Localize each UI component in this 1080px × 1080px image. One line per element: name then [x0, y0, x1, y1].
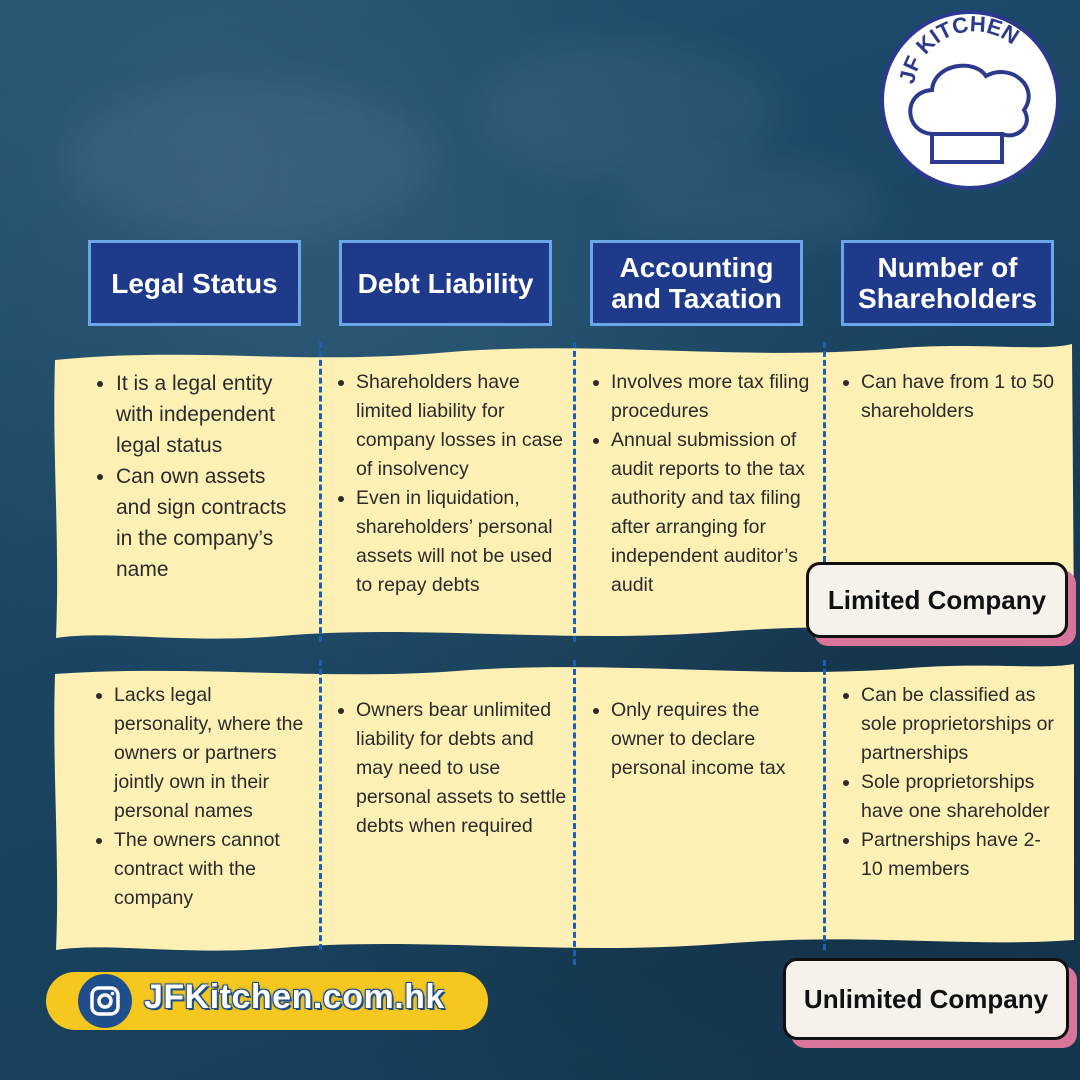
- unlimited-accounting-cell: [585, 696, 817, 783]
- unlimited-company-label: Unlimited Company: [783, 958, 1069, 1040]
- header-legal-status: Legal Status: [88, 240, 301, 326]
- limited-shareholders-cell: [835, 368, 1055, 426]
- list-item: • It is a legal entity with independent legal status: [116, 368, 302, 461]
- unlimited-shareholders-cell: [835, 681, 1057, 884]
- website-link[interactable]: [46, 972, 488, 1030]
- list-item: • Can be classified as sole proprietorships or partnerships: [861, 681, 1057, 768]
- limited-legal-status-cell: [90, 368, 302, 585]
- list-item: • Annual submission of audit reports to the tax authority and tax filing after arranging for independent auditor’s audit: [611, 426, 817, 600]
- limited-accounting-cell: [585, 368, 817, 600]
- unlimited-legal-status-cell: [88, 681, 310, 913]
- column-divider: [823, 342, 826, 562]
- chef-hat-icon: [884, 14, 1056, 186]
- list-item: • Owners bear unlimited liability for debts and may need to use personal assets to settle debts when required: [356, 696, 570, 841]
- logo-text: JF KITCHEN: [894, 14, 1024, 86]
- header-debt-liability: Debt Liability: [339, 240, 552, 326]
- website-text: JFKitchen.com.hk: [144, 978, 445, 1016]
- header-accounting-taxation: Accounting and Taxation: [590, 240, 803, 326]
- column-divider: [823, 660, 826, 950]
- list-item: • Shareholders have limited liability for company losses in case of insolvency: [356, 368, 570, 484]
- column-divider: [319, 342, 322, 642]
- column-divider: [573, 342, 576, 642]
- limited-debt-liability-cell: [330, 368, 570, 600]
- limited-company-label: Limited Company: [806, 562, 1068, 638]
- list-item: • The owners cannot contract with the company: [114, 826, 310, 913]
- list-item: • Lacks legal personality, where the owners or partners jointly own in their personal names: [114, 681, 310, 826]
- list-item: • Sole proprietorships have one shareholder: [861, 768, 1057, 826]
- list-item: • Can have from 1 to 50 shareholders: [861, 368, 1055, 426]
- column-divider: [573, 660, 576, 965]
- unlimited-debt-liability-cell: [330, 696, 570, 841]
- list-item: • Involves more tax filing procedures: [611, 368, 817, 426]
- list-item: • Partnerships have 2-10 members: [861, 826, 1057, 884]
- list-item: • Can own assets and sign contracts in the company’s name: [116, 461, 302, 585]
- column-divider: [319, 660, 322, 950]
- list-item: • Even in liquidation, shareholders’ personal assets will not be used to repay debts: [356, 484, 570, 600]
- header-number-shareholders: Number of Shareholders: [841, 240, 1054, 326]
- svg-text:JF KITCHEN: [894, 14, 1024, 86]
- list-item: • Only requires the owner to declare personal income tax: [611, 696, 817, 783]
- chalk-smudge: [480, 40, 780, 180]
- chalk-smudge: [60, 80, 440, 240]
- instagram-icon: [78, 974, 132, 1028]
- chalk-smudge: [620, 160, 880, 250]
- jf-kitchen-logo: [880, 10, 1060, 190]
